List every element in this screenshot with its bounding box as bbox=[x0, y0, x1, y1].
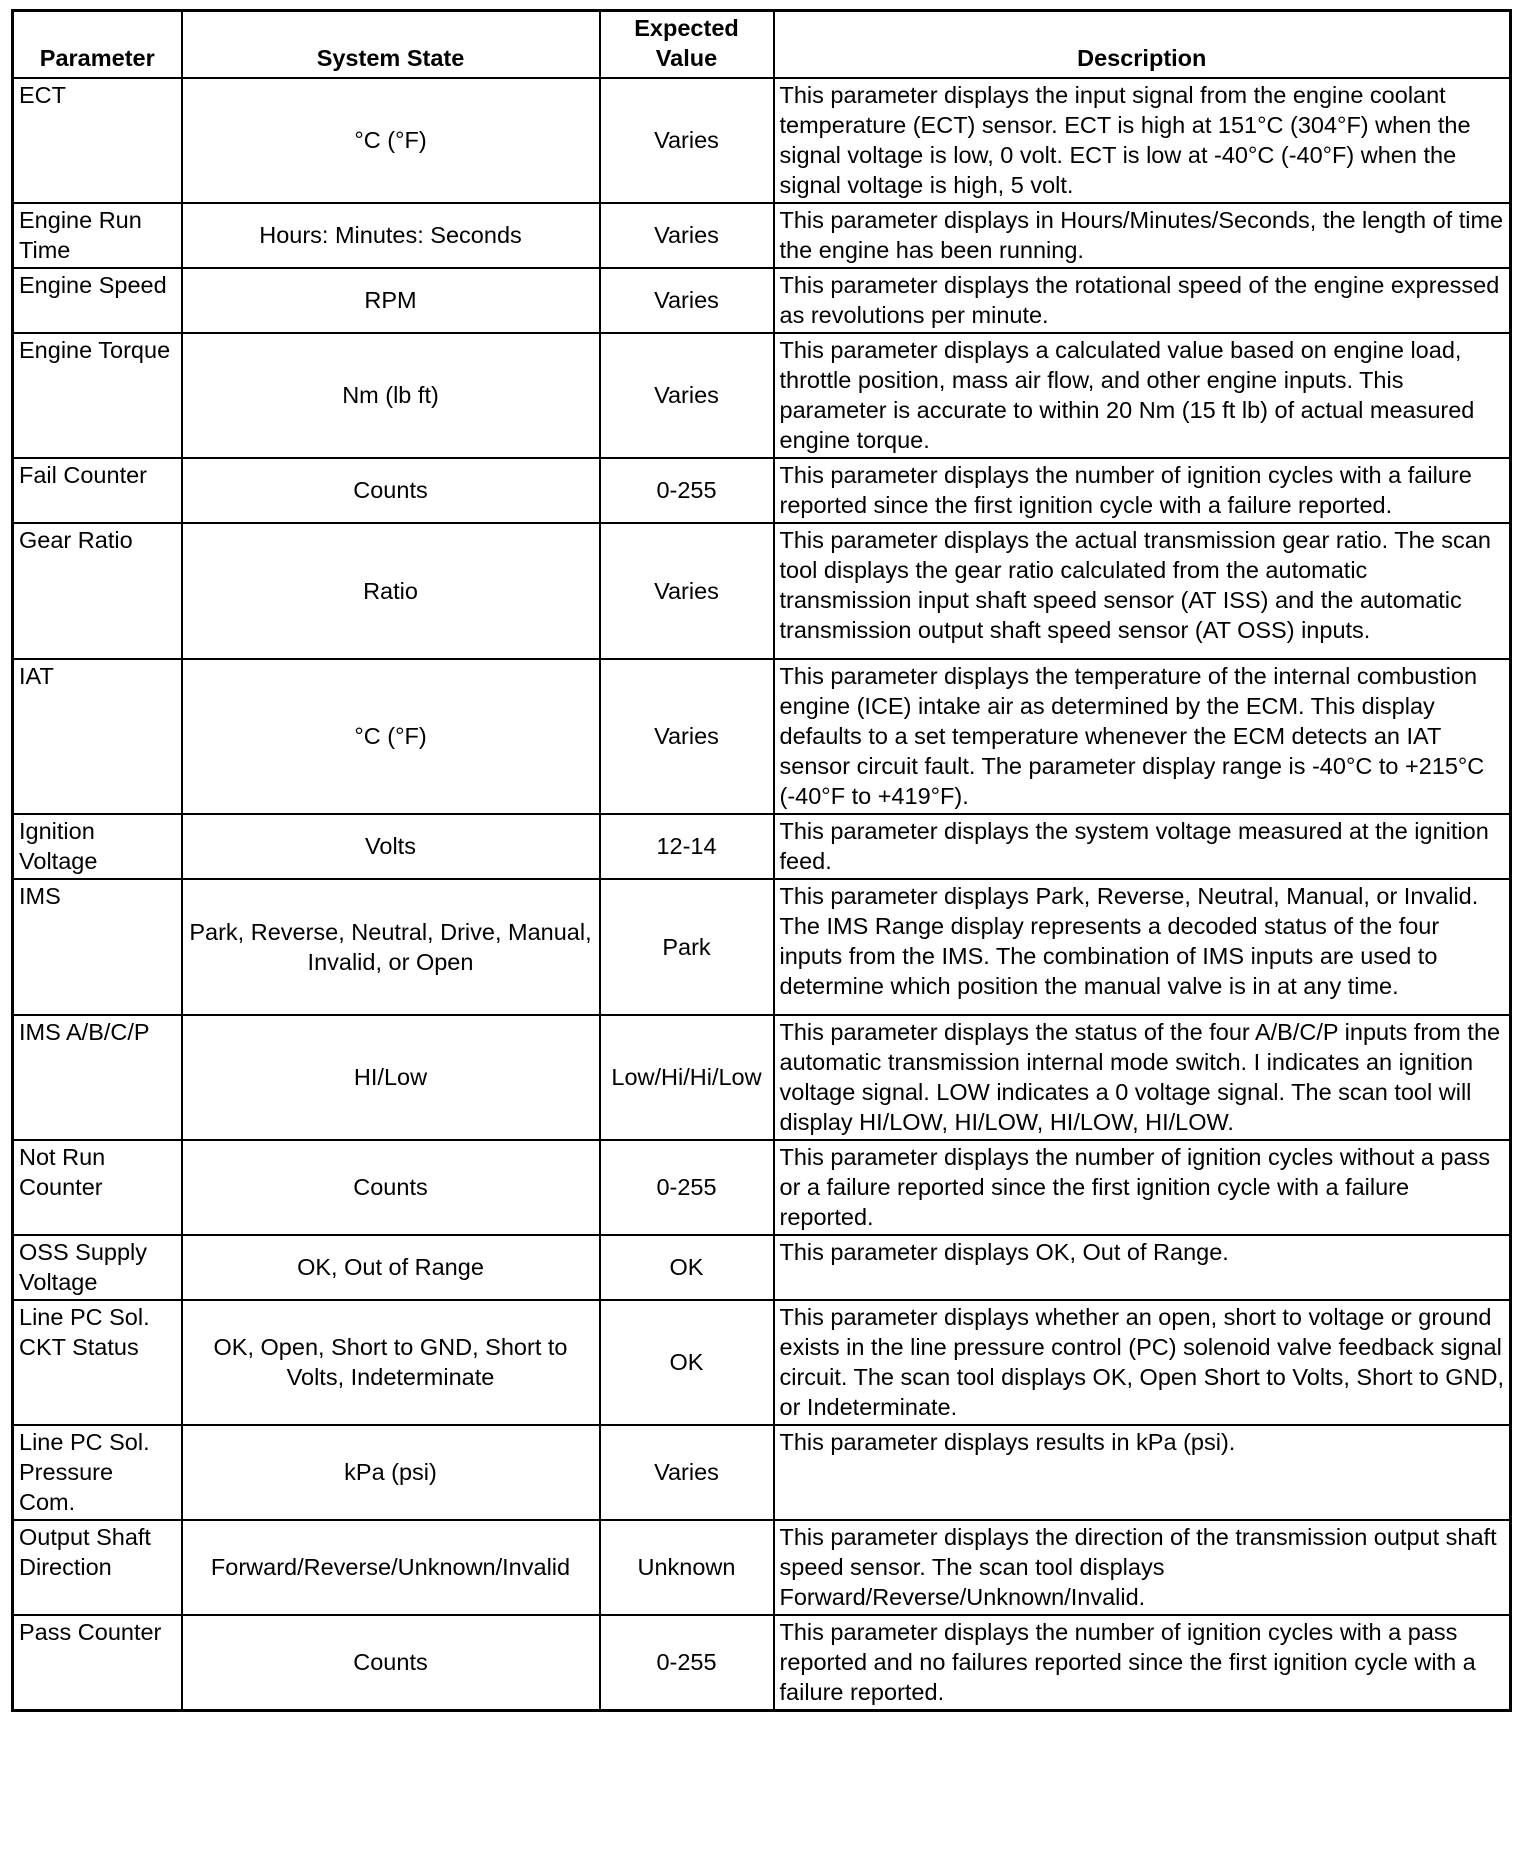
expected-value-cell: 0-255 bbox=[600, 1615, 774, 1711]
expected-value-cell: Varies bbox=[600, 333, 774, 458]
table-row bbox=[13, 1300, 1511, 1425]
parameter-cell: Engine Run Time bbox=[13, 203, 182, 268]
table-row bbox=[13, 1425, 1511, 1520]
table-row bbox=[13, 268, 1511, 333]
expected-value-cell: OK bbox=[600, 1300, 774, 1425]
expected-value-cell: Varies bbox=[600, 1425, 774, 1520]
parameter-cell: Ignition Voltage bbox=[13, 814, 182, 879]
description-cell: This parameter displays the direction of the transmission output shaft speed sensor. The scan tool displays Forward/Reverse/Unknown/Invalid. bbox=[774, 1520, 1511, 1615]
description-cell: This parameter displays OK, Out of Range. bbox=[774, 1235, 1511, 1300]
expected-value-cell: Unknown bbox=[600, 1520, 774, 1615]
parameter-cell: IMS A/B/C/P bbox=[13, 1015, 182, 1140]
description-cell: This parameter displays the number of ignition cycles without a pass or a failure reported since the first ignition cycle with a failure reported. bbox=[774, 1140, 1511, 1235]
parameter-cell: IMS bbox=[13, 879, 182, 1015]
table-row bbox=[13, 1015, 1511, 1140]
description-cell: This parameter displays the actual transmission gear ratio. The scan tool displays the gear ratio calculated from the automatic transmission input shaft speed sensor (AT ISS) and the automatic transmission output shaft speed sensor (AT OSS) inputs. bbox=[774, 523, 1511, 659]
table-row bbox=[13, 814, 1511, 879]
expected-value-cell: 12-14 bbox=[600, 814, 774, 879]
expected-value-cell: Park bbox=[600, 879, 774, 1015]
parameter-cell: Pass Counter bbox=[13, 1615, 182, 1711]
expected-value-cell: 0-255 bbox=[600, 1140, 774, 1235]
parameter-cell: Not Run Counter bbox=[13, 1140, 182, 1235]
parameter-cell: Gear Ratio bbox=[13, 523, 182, 659]
expected-value-cell: Varies bbox=[600, 659, 774, 814]
system-state-cell: Counts bbox=[182, 458, 600, 523]
table-row bbox=[13, 659, 1511, 814]
description-cell: This parameter displays results in kPa (psi). bbox=[774, 1425, 1511, 1520]
table-row bbox=[13, 1235, 1511, 1300]
parameter-cell: Engine Speed bbox=[13, 268, 182, 333]
parameter-cell: Engine Torque bbox=[13, 333, 182, 458]
table-row bbox=[13, 1140, 1511, 1235]
description-cell: This parameter displays in Hours/Minutes/Seconds, the length of time the engine has been running. bbox=[774, 203, 1511, 268]
table-row bbox=[13, 78, 1511, 203]
parameter-cell: OSS Supply Voltage bbox=[13, 1235, 182, 1300]
system-state-cell: RPM bbox=[182, 268, 600, 333]
description-cell: This parameter displays the rotational speed of the engine expressed as revolutions per minute. bbox=[774, 268, 1511, 333]
system-state-cell: kPa (psi) bbox=[182, 1425, 600, 1520]
expected-value-cell: OK bbox=[600, 1235, 774, 1300]
parameter-cell: Output Shaft Direction bbox=[13, 1520, 182, 1615]
header-system-state: System State bbox=[182, 11, 600, 79]
system-state-cell: Counts bbox=[182, 1615, 600, 1711]
expected-value-cell: 0-255 bbox=[600, 458, 774, 523]
description-cell: This parameter displays whether an open, short to voltage or ground exists in the line pressure control (PC) solenoid valve feedback signal circuit. The scan tool displays OK, Open Short to Volts, Short to GND, or Indeterminate. bbox=[774, 1300, 1511, 1425]
system-state-cell: Forward/Reverse/Unknown/Invalid bbox=[182, 1520, 600, 1615]
header-parameter: Parameter bbox=[13, 11, 182, 79]
parameter-cell: Fail Counter bbox=[13, 458, 182, 523]
header-expected-value: Expected Value bbox=[600, 11, 774, 79]
parameter-cell: IAT bbox=[13, 659, 182, 814]
expected-value-cell: Varies bbox=[600, 78, 774, 203]
table-body bbox=[13, 78, 1511, 1711]
table-row bbox=[13, 1615, 1511, 1711]
expected-value-cell: Varies bbox=[600, 523, 774, 659]
parameter-cell: ECT bbox=[13, 78, 182, 203]
system-state-cell: Ratio bbox=[182, 523, 600, 659]
header-description: Description bbox=[774, 11, 1511, 79]
system-state-cell: °C (°F) bbox=[182, 78, 600, 203]
description-cell: This parameter displays the system voltage measured at the ignition feed. bbox=[774, 814, 1511, 879]
parameter-cell: Line PC Sol. Pressure Com. bbox=[13, 1425, 182, 1520]
document-page bbox=[11, 9, 1509, 1712]
table-row bbox=[13, 879, 1511, 1015]
parameter-table bbox=[11, 9, 1512, 1712]
description-cell: This parameter displays Park, Reverse, Neutral, Manual, or Invalid. The IMS Range display represents a decoded status of the four inputs from the IMS. The combination of IMS inputs are used to determine which position the manual valve is in at any time. bbox=[774, 879, 1511, 1015]
system-state-cell: °C (°F) bbox=[182, 659, 600, 814]
parameter-cell: Line PC Sol. CKT Status bbox=[13, 1300, 182, 1425]
description-cell: This parameter displays the number of ignition cycles with a failure reported since the first ignition cycle with a failure reported. bbox=[774, 458, 1511, 523]
system-state-cell: Counts bbox=[182, 1140, 600, 1235]
system-state-cell: HI/Low bbox=[182, 1015, 600, 1140]
table-row bbox=[13, 458, 1511, 523]
system-state-cell: Hours: Minutes: Seconds bbox=[182, 203, 600, 268]
table-row bbox=[13, 1520, 1511, 1615]
system-state-cell: Volts bbox=[182, 814, 600, 879]
system-state-cell: Park, Reverse, Neutral, Drive, Manual, Invalid, or Open bbox=[182, 879, 600, 1015]
system-state-cell: Nm (lb ft) bbox=[182, 333, 600, 458]
expected-value-cell: Low/Hi/Hi/Low bbox=[600, 1015, 774, 1140]
system-state-cell: OK, Open, Short to GND, Short to Volts, Indeterminate bbox=[182, 1300, 600, 1425]
description-cell: This parameter displays the input signal from the engine coolant temperature (ECT) sensor. ECT is high at 151°C (304°F) when the signal voltage is low, 0 volt. ECT is low at -40°C (-40°F) when the signal voltage is high, 5 volt. bbox=[774, 78, 1511, 203]
description-cell: This parameter displays the status of the four A/B/C/P inputs from the automatic transmission internal mode switch. I indicates an ignition voltage signal. LOW indicates a 0 voltage signal. The scan tool will display HI/LOW, HI/LOW, HI/LOW, HI/LOW. bbox=[774, 1015, 1511, 1140]
table-header-row bbox=[13, 11, 1511, 79]
system-state-cell: OK, Out of Range bbox=[182, 1235, 600, 1300]
description-cell: This parameter displays the temperature of the internal combustion engine (ICE) intake air as determined by the ECM. This display defaults to a set temperature whenever the ECM detects an IAT sensor circuit fault. The parameter display range is -40°C to +215°C (-40°F to +419°F). bbox=[774, 659, 1511, 814]
expected-value-cell: Varies bbox=[600, 203, 774, 268]
expected-value-cell: Varies bbox=[600, 268, 774, 333]
description-cell: This parameter displays a calculated value based on engine load, throttle position, mass air flow, and other engine inputs. This parameter is accurate to within 20 Nm (15 ft lb) of actual measured engine torque. bbox=[774, 333, 1511, 458]
table-row bbox=[13, 203, 1511, 268]
description-cell: This parameter displays the number of ignition cycles with a pass reported and no failures reported since the first ignition cycle with a failure reported. bbox=[774, 1615, 1511, 1711]
table-row bbox=[13, 333, 1511, 458]
table-row bbox=[13, 523, 1511, 659]
